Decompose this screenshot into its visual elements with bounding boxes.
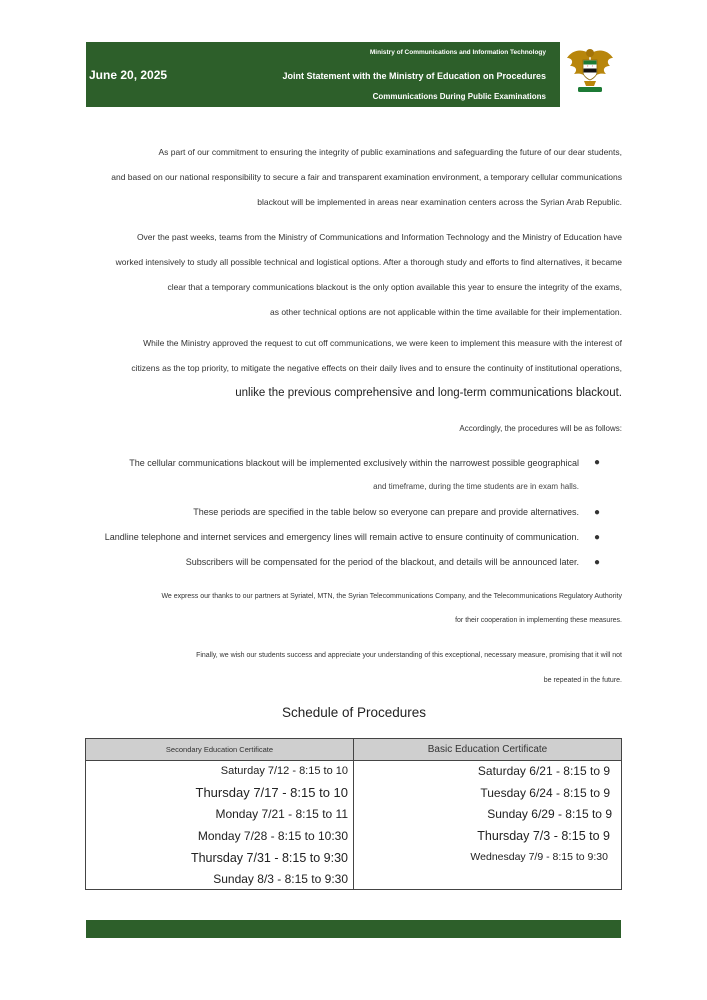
schedule-title: Schedule of Procedures (281, 705, 427, 720)
syrian-eagle-emblem-icon (564, 44, 616, 96)
text-line: As part of our commitment to ensuring the integrity of public examinations and safeguarding the future of our dear students, (158, 147, 622, 157)
table-cell: Tuesday 6/24 - 8:15 to 9 (480, 786, 610, 800)
table-cell: Sunday 6/29 - 8:15 to 9 (487, 807, 612, 821)
table-cell: Saturday 6/21 - 8:15 to 9 (477, 764, 610, 778)
list-item-text: These periods are specified in the table below so everyone can prepare and provide alternatives. (193, 507, 579, 517)
text-line: Over the past weeks, teams from the Ministry of Communications and Information Technology and the Ministry of Education have (136, 232, 622, 242)
text-line: blackout will be implemented in areas near examination centers across the Syrian Arab Republic. (257, 197, 622, 207)
text-line-emphasis: unlike the previous comprehensive and long-term communications blackout. (235, 387, 622, 399)
statement-subtitle: Communications During Public Examinations (372, 92, 546, 101)
list-item (86, 550, 606, 575)
text-line: Finally, we wish our students success and appreciate your understanding of this exceptional, necessary measure, promising that it will not (196, 652, 622, 659)
header-banner (86, 42, 608, 107)
footer-bar (86, 920, 621, 938)
closing-paragraph (86, 643, 622, 693)
bullet-icon: ● (593, 457, 600, 468)
list-item-text: Landline telephone and internet services and emergency lines will remain active to ensure continuity of communication. (104, 532, 579, 542)
list-item (86, 525, 606, 550)
table-cell: Thursday 7/31 - 8:15 to 9:30 (190, 851, 348, 865)
text-line: as other technical options are not applicable within the time available for their implementation. (269, 307, 622, 317)
procedures-intro: Accordingly, the procedures will be as follows: (459, 424, 622, 433)
text-line: for their cooperation in implementing these measures. (455, 617, 622, 624)
text-line: citizens as the top priority, to mitigate the negative effects on their daily lives and to ensure the continuity of institutional operations, (131, 363, 622, 373)
column-header-secondary: Secondary Education Certificate (86, 739, 354, 760)
text-line: and based on our national responsibility to secure a fair and transparent examination environment, a temporary cellular communications (111, 172, 622, 182)
list-item-text: Subscribers will be compensated for the period of the blackout, and details will be announced later. (185, 557, 579, 567)
secondary-schedule-column (86, 761, 348, 890)
table-cell: Monday 7/28 - 8:15 to 10:30 (197, 829, 348, 843)
statement-title: Joint Statement with the Ministry of Education on Procedures (282, 71, 546, 81)
table-header (86, 739, 621, 761)
table-cell: Thursday 7/3 - 8:15 to 9 (477, 829, 610, 843)
table-cell: Sunday 8/3 - 8:15 to 9:30 (213, 872, 348, 886)
bullet-icon: ● (593, 507, 600, 518)
list-item (86, 452, 606, 474)
text-line: clear that a temporary communications blackout is the only option available this year to ensure the integrity of the exams, (167, 282, 622, 292)
text-line: We express our thanks to our partners at Syriatel, MTN, the Syrian Telecommunications Company, and the Telecommunications Regulatory Authority (161, 593, 622, 600)
bullet-icon: ● (593, 532, 600, 543)
schedule-table (85, 738, 622, 890)
text-line: be repeated in the future. (543, 677, 622, 684)
table-cell: Thursday 7/17 - 8:15 to 10 (195, 785, 348, 800)
ministry-name: Ministry of Communications and Information Technology (369, 49, 546, 56)
procedures-list (86, 452, 606, 575)
emblem-container (560, 42, 620, 107)
thanks-paragraph (86, 585, 622, 633)
paragraph-priority (86, 331, 622, 406)
list-item (86, 500, 606, 525)
bullet-icon: ● (593, 557, 600, 568)
statement-date: June 20, 2025 (89, 68, 168, 82)
list-item-continuation: and timeframe, during the time students are in exam halls. (373, 482, 579, 491)
text-line: worked intensively to study all possible technical and logistical options. After a thorough study and efforts to find alternatives, it became (115, 257, 622, 267)
text-line: While the Ministry approved the request to cut off communications, we were keen to implement this measure with the interest of (143, 338, 622, 348)
list-item-text: The cellular communications blackout will be implemented exclusively within the narrowest possible geographical (129, 458, 579, 468)
basic-schedule-column (354, 761, 615, 867)
table-cell: Saturday 7/12 - 8:15 to 10 (220, 765, 348, 777)
table-cell: Monday 7/21 - 8:15 to 11 (215, 807, 348, 821)
paragraph-study (86, 225, 622, 325)
column-header-basic: Basic Education Certificate (427, 744, 548, 755)
table-cell: Wednesday 7/9 - 8:15 to 9:30 (470, 851, 608, 863)
paragraph-intro (86, 140, 622, 215)
